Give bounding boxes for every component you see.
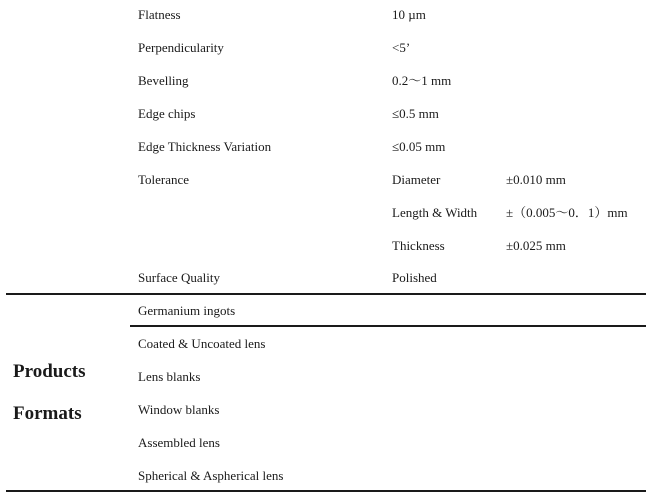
product-item: Spherical & Aspherical lens [138,468,284,483]
value-flatness: 10 µm [392,7,426,22]
param-tolerance: Tolerance [138,172,190,187]
value-perpendicularity: <5’ [392,40,411,55]
product-item: Window blanks [138,402,220,417]
value-bevelling: 0.2～1 mm [392,73,452,88]
value-edge-chips: ≤0.5 mm [392,106,439,121]
table-bottom-border [6,490,646,492]
param-flatness: Flatness [138,7,181,22]
row-divider [130,325,646,327]
tolerance-length-width-value: ±（0.005～0．1）mm [506,205,628,220]
param-edge-thickness-variation: Edge Thickness Variation [138,139,272,154]
tolerance-thickness-value: ±0.025 mm [506,238,566,253]
section-divider [6,293,646,295]
param-edge-chips: Edge chips [138,106,196,121]
product-item: Lens blanks [138,369,201,384]
value-surface-quality: Polished [392,270,437,285]
product-item: Germanium ingots [138,303,236,318]
param-surface-quality: Surface Quality [138,270,220,285]
value-edge-thickness-variation: ≤0.05 mm [392,139,446,154]
product-item: Coated & Uncoated lens [138,336,266,351]
tolerance-length-width-label: Length & Width [392,205,478,220]
product-item: Assembled lens [138,435,220,450]
tolerance-diameter-label: Diameter [392,172,441,187]
tolerance-thickness-label: Thickness [392,238,445,253]
param-bevelling: Bevelling [138,73,189,88]
products-heading-line2: Formats [13,403,82,424]
products-heading-line1: Products [13,361,86,382]
tolerance-diameter-value: ±0.010 mm [506,172,566,187]
param-perpendicularity: Perpendicularity [138,40,224,55]
